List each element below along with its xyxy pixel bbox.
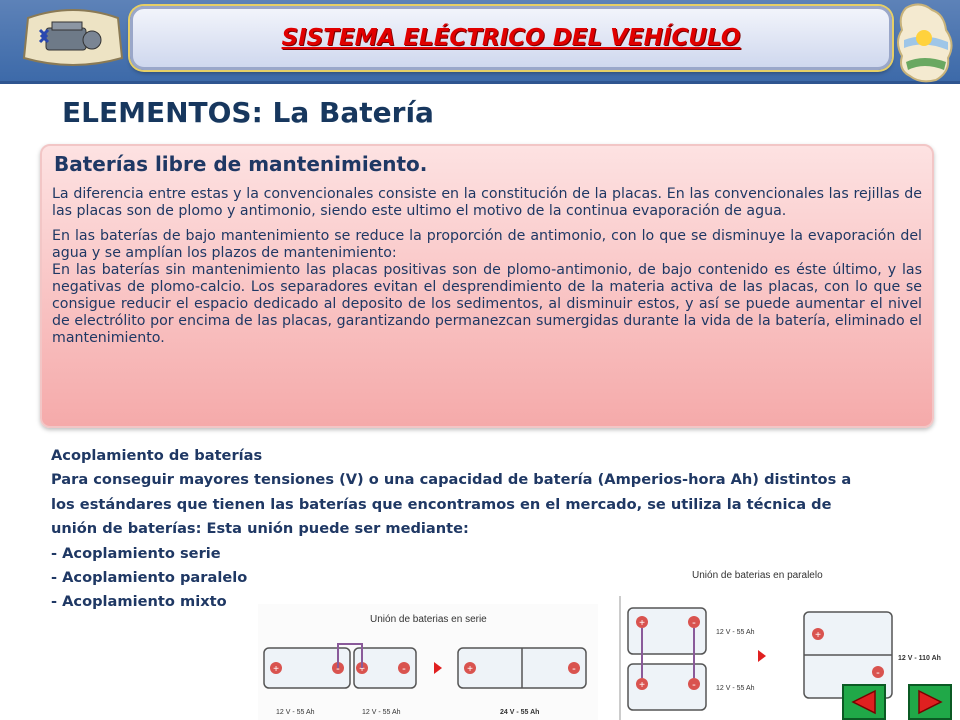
svg-text:+: + (639, 618, 645, 629)
box-title: Baterías libre de mantenimiento. (54, 152, 428, 176)
title-banner (130, 6, 892, 70)
series-connection-diagram (258, 604, 598, 720)
coupling-text-line: los estándares que tienen las baterías que encontramos en el mercado, se utiliza la técnica de (51, 495, 832, 513)
maintenance-free-battery-box (40, 144, 934, 428)
parallel-battery-label-2: 12 V - 55 Ah (716, 685, 755, 692)
coupling-item-paralelo: - Acoplamiento paralelo (51, 568, 248, 586)
svg-text:-: - (336, 663, 340, 675)
svg-text:+: + (273, 664, 279, 675)
slide-heading: ELEMENTOS: La Batería (62, 96, 434, 129)
series-battery-2 (354, 648, 416, 688)
next-slide-button[interactable] (908, 684, 952, 720)
coupling-text-line: unión de baterías: Esta unión puede ser mediante: (51, 520, 469, 538)
svg-text:-: - (692, 679, 696, 691)
series-result-battery (458, 648, 586, 688)
svg-text:-: - (876, 667, 880, 679)
series-caption: Unión de baterias en serie (370, 614, 487, 625)
previous-slide-button[interactable] (842, 684, 886, 720)
svg-text:+: + (467, 664, 473, 675)
box-paragraph-2a: En las baterías de bajo mantenimiento se reduce la proporción de antimonio, con lo que se disminuye la evaporación del agua y se amplían los plazos de mantenimiento: (52, 228, 922, 261)
svg-text:+: + (359, 664, 365, 675)
coupling-item-serie: - Acoplamiento serie (51, 544, 221, 562)
svg-text:+: + (639, 680, 645, 691)
coupling-title: Acoplamiento de baterías (51, 447, 263, 464)
series-battery-label-1: 12 V - 55 Ah (276, 709, 315, 716)
parallel-result-label: 12 V - 110 Ah (898, 655, 941, 662)
svg-text:-: - (692, 617, 696, 629)
header-band (0, 0, 960, 84)
coupling-item-mixto: - Acoplamiento mixto (51, 593, 227, 611)
series-result-label: 24 V - 55 Ah (500, 709, 540, 716)
triangle-right-icon (915, 689, 945, 715)
svg-text:-: - (572, 663, 576, 675)
presentation-title: SISTEMA ELÉCTRICO DEL VEHÍCULO (281, 25, 741, 51)
box-paragraph-1: La diferencia entre estas y la convencionales consiste en la constitución de la placas. En las convencionales las rejillas de las placas son de plomo y antimonio, siendo este ultimo el motivo de la continua evaporación de agua. (52, 186, 922, 219)
box-paragraph-2b: En las baterías sin mantenimiento las placas positivas son de plomo-antimonio, de bajo contenido es éste último, y las negativas de plomo-calcio. Los separadores evitan el desprendimiento de la materia activa de las placas, con lo que se consigue reducir el espacio dedicado al deposito de los sedimentos, al disminuir estos, y así se puede aumentar el nivel de electrólito por encima de las placas, garantizando permanezcan sumergidas durante la vida de la batería, eliminado el mantenimiento. (52, 262, 922, 346)
region-map-logo-icon (890, 0, 960, 84)
series-battery-label-2: 12 V - 55 Ah (362, 709, 401, 716)
engine-logo-icon (18, 6, 128, 72)
coupling-text-line: Para conseguir mayores tensiones (V) o una capacidad de batería (Amperios-hora Ah) distintos a (51, 471, 852, 489)
triangle-left-icon (849, 689, 879, 715)
parallel-caption: Unión de baterias en paralelo (692, 570, 823, 581)
parallel-connection-diagram (606, 556, 960, 720)
svg-text:+: + (815, 630, 821, 641)
parallel-battery-label-1: 12 V - 55 Ah (716, 629, 755, 636)
parallel-arrow-icon (758, 650, 766, 662)
svg-text:-: - (402, 663, 406, 675)
